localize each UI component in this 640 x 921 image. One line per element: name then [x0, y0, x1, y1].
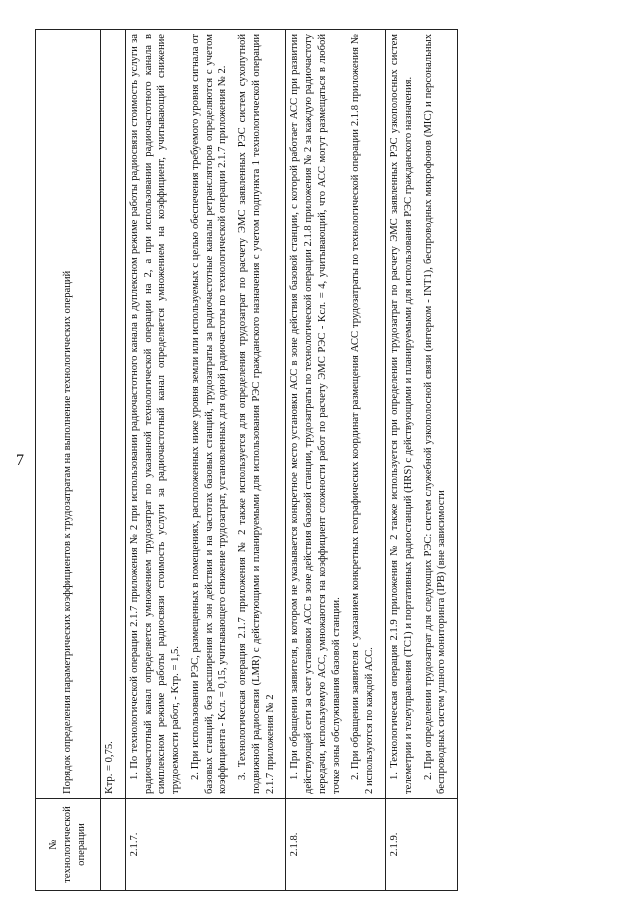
row-number-empty: [101, 799, 126, 891]
paragraph: 1. При обращении заявителя, в котором не указывается конкретное место установки АСС в зоне действия базовой станции, с которой работает АСС при развитии действующей сети за счет установки АСС в зоне действия базовой станции, трудозатраты по технологической операции 2.1.8 приложения № 2 за каждую радиочастоту передачи, используемую АСС, умножаются на коэффициент сложности работ по расчету ЭМС РЭС - Kсл. = 4, учитывающий, что АСС могут размещаться в любой точке зоны обслуживания базовой станции.: [289, 34, 342, 794]
table-row: [386, 30, 458, 891]
row-text: [101, 30, 126, 799]
row-number: 2.1.8.: [286, 799, 386, 891]
table-row: [125, 30, 286, 891]
table-row: [286, 30, 386, 891]
paragraph: 3. Технологическая операция 2.1.7 приложения № 2 также используется для определения трудозатрат по расчету ЭМС заявленных РЭС систем сухопутной подвижной радиосвязи (LMR) с действующими и планируемыми для использования РЭС гражданского назначения с учетом подпункта 1 технологической операции 2.1.7 приложения № 2: [237, 34, 276, 794]
row-text: [125, 30, 286, 799]
paragraph: 2. При обращении заявителя с указанием конкретных географических координат размещения АСС трудозатраты по технологической операции 2.1.8 приложения № 2 используются по каждой АСС.: [350, 34, 376, 794]
paragraph: 1. По технологической операции 2.1.7 приложения № 2 при использовании радиочастотного канала в дуплексном режиме работы радиосвязи стоимость услуги за радиочастотный канал определяется умножением трудозатрат по указанной технологической операции на 2, а при использовании радиочастотного канала в симплексном режиме работы радиосвязи стоимость услуги за радиочастотный канал определяется умножением на коэффициент, учитывающий снижение трудоемкости работ, - Kтр. = 1,5.: [128, 34, 182, 794]
row-text: [286, 30, 386, 799]
header-procedure: Порядок определения параметрических коэффициентов к трудозатратам на выполнение технологических операций: [36, 30, 101, 799]
header-operation-number: № технологической операции: [36, 799, 101, 891]
paragraph: 1. Технологическая операция 2.1.9 приложения № 2 также используется при определении трудозатрат по расчету ЭМС заявленных РЭС узкополосных систем телеметрии и телеуправления (TC1) и портативных радиостанций (HRS) с действующими и планируемыми для использования РЭС гражданского назначения.: [389, 34, 414, 794]
row-number: 2.1.9.: [386, 799, 458, 891]
coefficients-table: [35, 29, 458, 891]
paragraph: 2. При определении трудозатрат для следующих РЭС: систем служебной узкополосной связи (интерком - INT1), беспроводных микрофонов (MIC) и персональных беспроводных систем ушного мониторинга (IPB) (вне зависимости: [422, 34, 448, 794]
table-row-continuation: [101, 30, 126, 891]
page-number: 7: [16, 452, 24, 469]
table-header-row: [36, 30, 101, 891]
row-number: 2.1.7.: [125, 799, 286, 891]
row-text: [386, 30, 458, 799]
continuation-paragraph: Kтр. = 0,75.: [104, 741, 115, 794]
paragraph: 2. При использовании РЭС, размещенных в помещениях, расположенных ниже уровня земли или используемых с целью обеспечения требуемого уровня сигнала от базовых станций, без расширения их зон действия и на частотах базовых станций, трудозатраты за радиочастотные каналы ретрансляторов определяются с учетом коэффициента - Kсл. = 0,15, учитывающего снижение трудозатрат, установленных для одной радиочастоты по технологической операции 2.1.7 приложения № 2.: [189, 34, 229, 794]
